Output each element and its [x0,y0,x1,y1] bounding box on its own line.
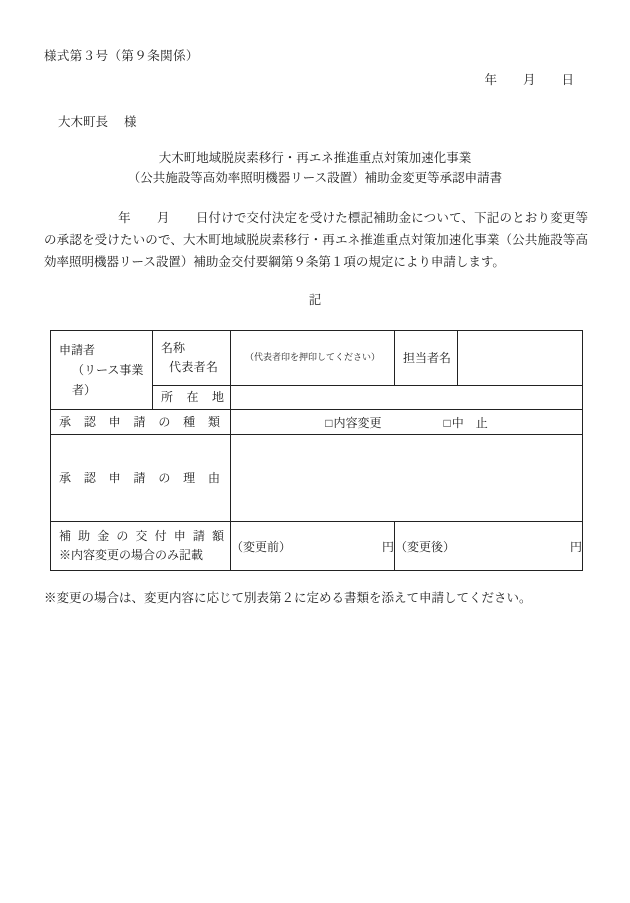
table-row-amount [51,522,583,571]
body-paragraph [44,207,588,273]
table-row-reason [51,435,583,522]
form-number: 様式第３号（第９条関係） [44,49,199,63]
date-month-label: 月 [522,73,536,87]
address-label: 所 在 地 [161,390,224,404]
kind-label: 承認申請の種類 [59,414,220,429]
checkbox-change-icon[interactable]: □ [325,415,333,430]
amount-before-cell[interactable] [231,522,395,571]
title-line-1: 大木町地域脱炭素移行・再エネ推進重点対策加速化事業 [158,151,472,165]
contact-label: 担当者名 [403,350,452,365]
kind-label-cell [51,410,231,435]
body-year-label: 年 [118,211,131,225]
checkbox-option-change[interactable] [325,414,381,431]
date-year-label: 年 [484,73,497,87]
amount-label-line-2: ※内容変更の場合のみ記載 [59,548,204,562]
body-month-label: 月 [156,211,170,225]
page-title [0,148,630,188]
ki-mark: 記 [308,293,322,307]
address-label-cell [153,386,231,410]
checkbox-stop-icon[interactable]: □ [443,415,451,430]
table-row-applicant-name [51,331,583,386]
checkbox-stop-label: 中 止 [451,415,488,430]
table-row-application-kind [51,410,583,435]
kind-options-cell [231,410,583,435]
title-line-2: （公共施設等高効率照明機器リース設置）補助金変更等承認申請書 [127,171,503,185]
amount-label-line-1: 補助金の交付申請額 [59,529,224,543]
footnote: ※変更の場合は、変更内容に応じて別表第２に定める書類を添えて申請してください。 [44,591,532,605]
amount-after-unit: 円 [569,539,582,554]
addressee-recipient: 大木町長 [58,115,109,129]
name-label-line-1: 名称 [161,341,186,355]
address-input-cell[interactable] [231,386,583,410]
date-line [484,70,574,88]
contact-label-cell [395,331,458,386]
body-text: 日付けで交付決定を受けた標記補助金について、下記のとおり変更等の承認を受けたいので、大木町地域脱炭素移行・再エネ推進重点対策加速化事業（公共施設等高効率照明機器リース設置）補助金交付要綱第９条第１項の規定により申請します。 [44,211,588,269]
applicant-label-main: 申請者 [59,343,96,357]
amount-label-cell [51,522,231,571]
amount-after-cell[interactable] [395,522,583,571]
name-label-line-2: 代表者名 [169,360,218,374]
name-label-cell [153,331,231,386]
applicant-name-input-cell[interactable] [231,331,395,386]
seal-instruction-note: （代表者印を押印してください） [244,351,380,362]
applicant-label-cell [51,331,153,410]
checkbox-change-label: 内容変更 [333,415,382,430]
application-table [50,330,583,571]
amount-after-label: （変更後） [395,539,456,554]
amount-before-unit: 円 [381,539,394,554]
checkbox-option-stop[interactable] [444,414,488,431]
addressee-honorific: 様 [124,115,137,129]
contact-name-input-cell[interactable] [458,331,583,386]
amount-before-label: （変更前） [231,539,292,554]
date-day-label: 日 [561,73,574,87]
reason-input-cell[interactable] [231,435,583,522]
applicant-label-sub: （リース事業者） [72,363,144,397]
addressee [58,112,137,130]
reason-label: 承認申請の理由 [59,470,220,485]
reason-label-cell [51,435,231,522]
